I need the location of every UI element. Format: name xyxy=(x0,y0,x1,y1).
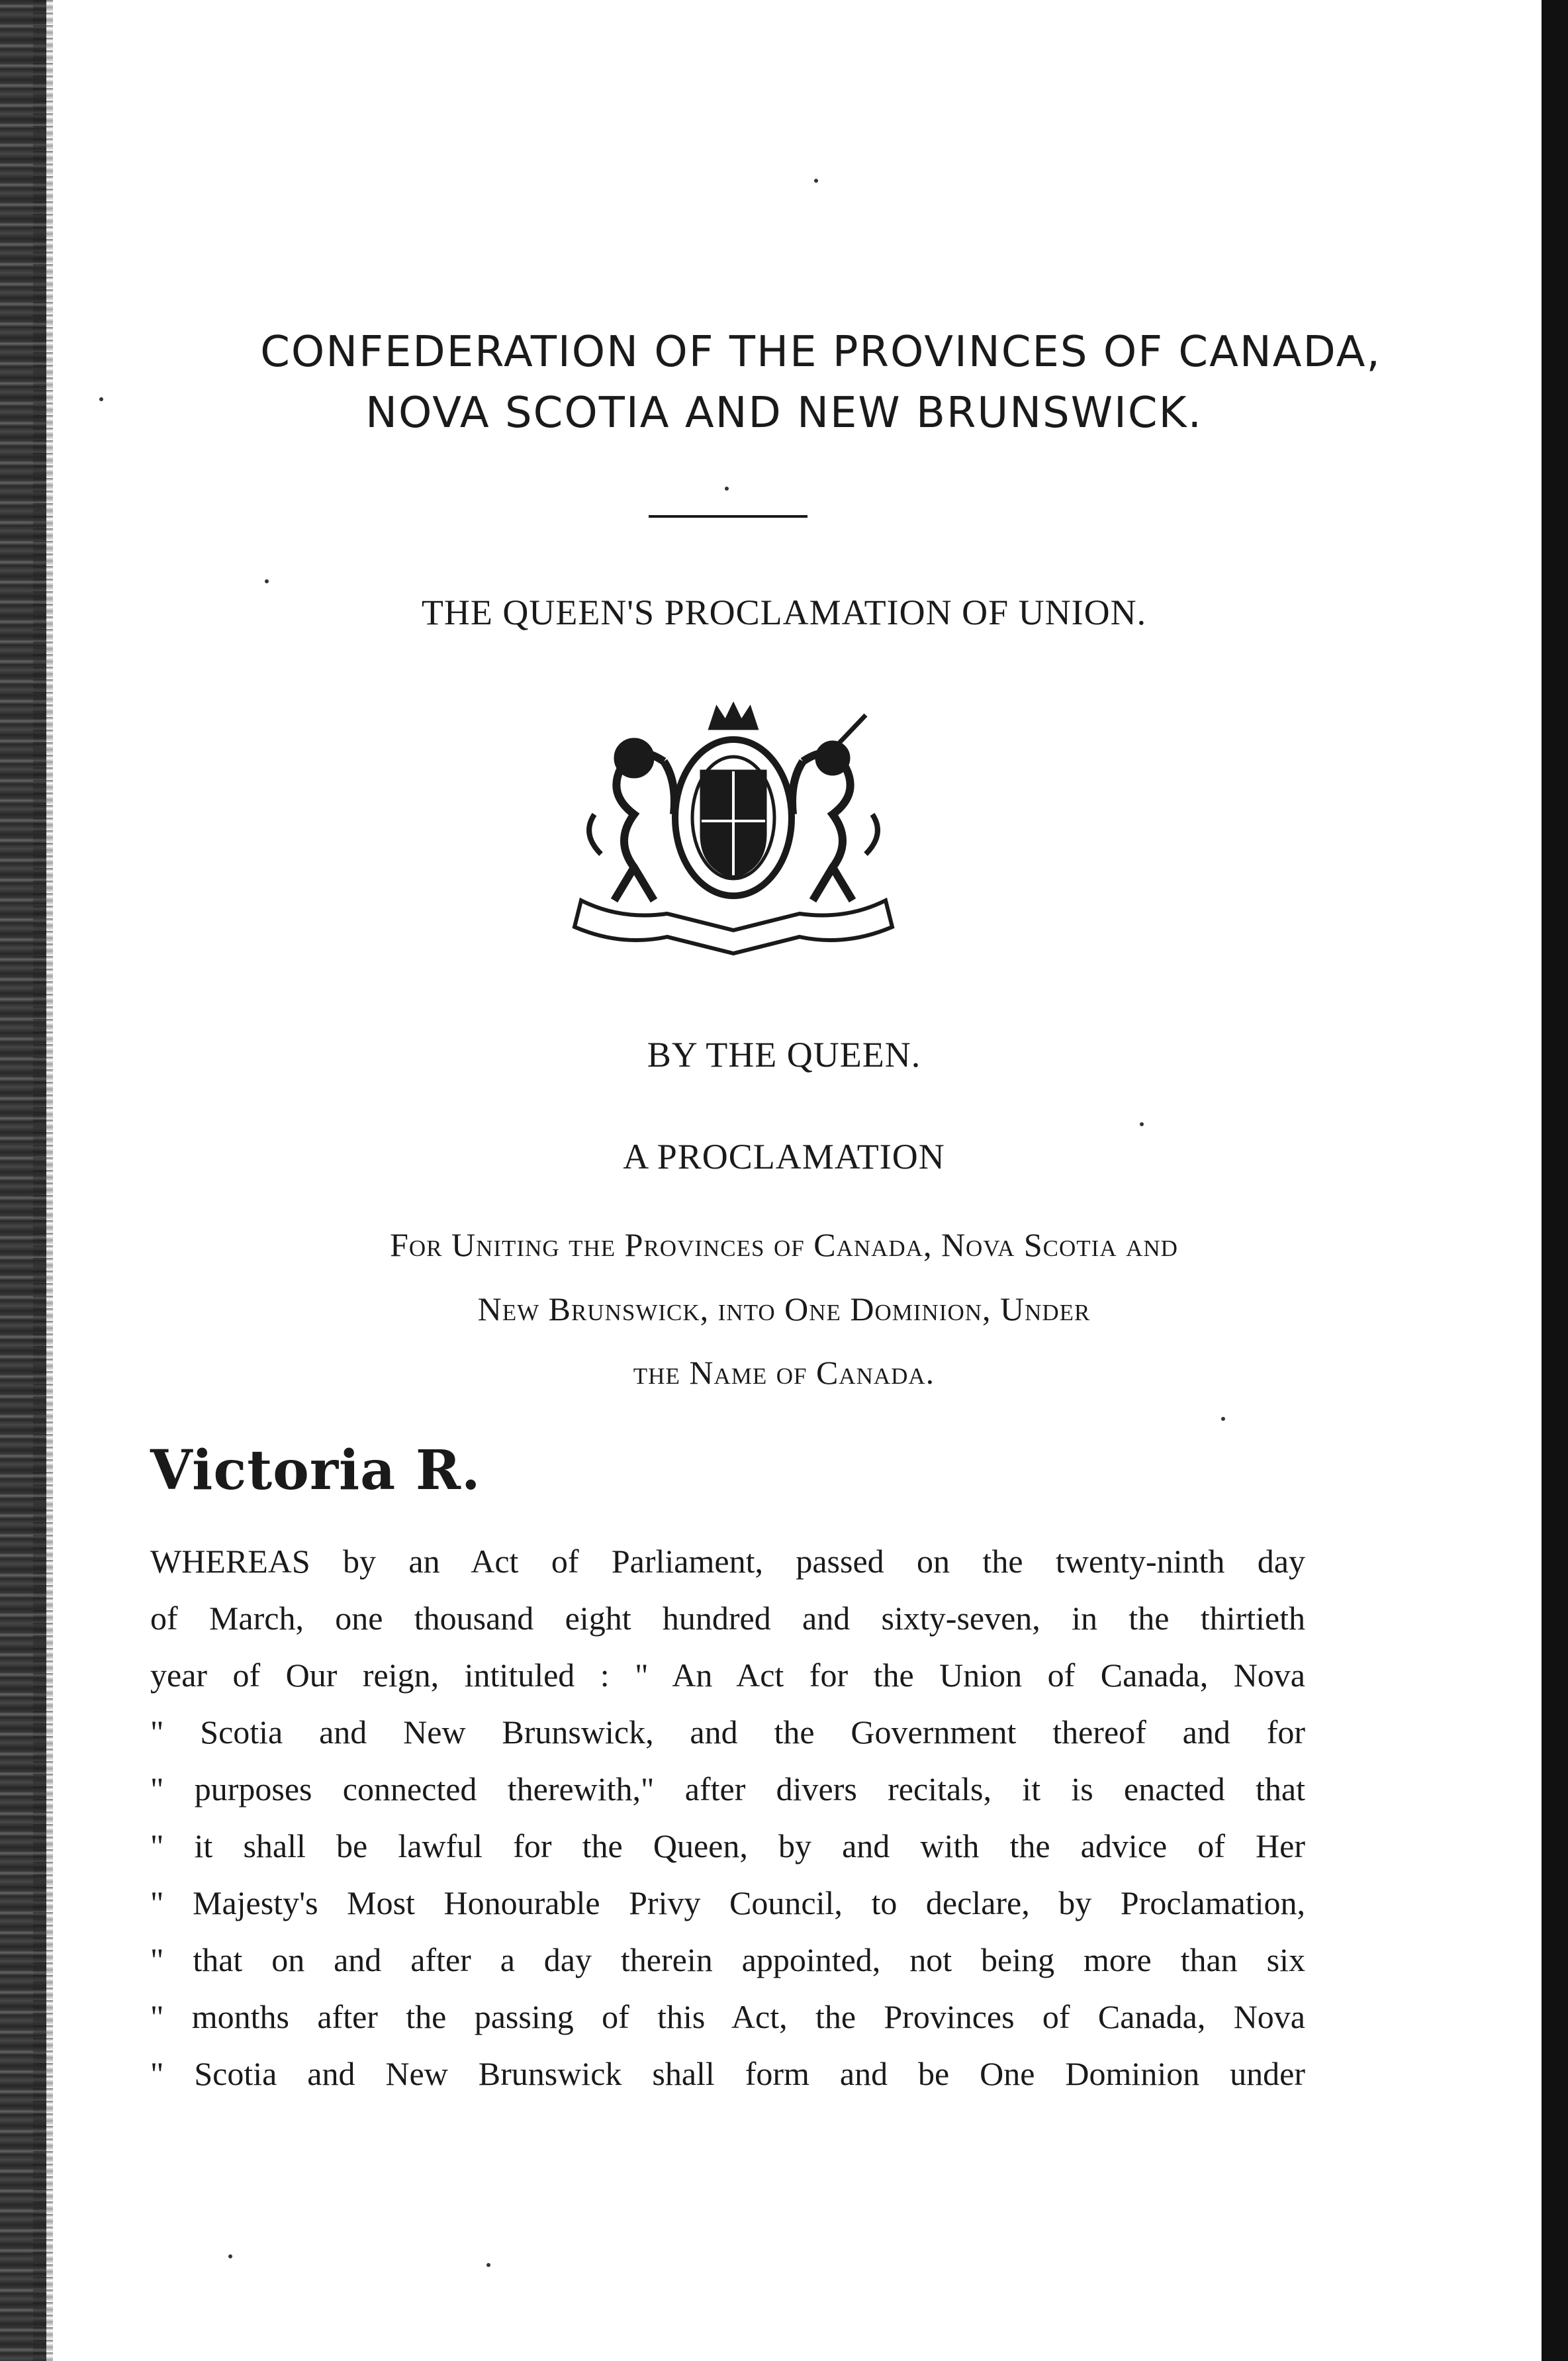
body-line: " it shall be lawful for the Queen, by and with the advice of Her xyxy=(150,1827,1305,1864)
subtitle-line-2: New Brunswick, into One Dominion, Under xyxy=(477,1290,1091,1327)
body-line: " purposes connected therewith," after divers recitals, it is enacted that xyxy=(150,1770,1305,1807)
subtitle-line-1: For Uniting the Provinces of Canada, Nova Scotia and xyxy=(390,1226,1178,1263)
scan-speck xyxy=(814,179,818,183)
divider-rule xyxy=(649,515,807,518)
scan-speck xyxy=(265,579,269,583)
scan-speck xyxy=(486,2263,490,2267)
a-proclamation: A PROCLAMATION xyxy=(623,1137,945,1177)
scan-speck xyxy=(1221,1417,1225,1421)
royal-coat-of-arms-icon xyxy=(555,702,912,960)
proclamation-title: THE QUEEN'S PROCLAMATION OF UNION. xyxy=(421,593,1147,632)
body-line: " Majesty's Most Honourable Privy Council, to declare, by Proclamation, xyxy=(150,1884,1305,1921)
body-line: WHEREAS by an Act of Parliament, passed on the twenty-ninth day xyxy=(150,1543,1305,1580)
heading-line-2: NOVA SCOTIA AND NEW BRUNSWICK. xyxy=(365,389,1203,438)
body-line: " months after the passing of this Act, the Provinces of Canada, Nova xyxy=(150,1998,1305,2035)
proclamation-body xyxy=(150,1533,1305,2102)
body-line: of March, one thousand eight hundred and sixty-seven, in the thirtieth xyxy=(150,1600,1305,1637)
royal-signature: Victoria R. xyxy=(150,1439,481,1502)
heading-line-1: CONFEDERATION OF THE PROVINCES OF CANADA, xyxy=(260,328,1381,377)
body-line: " Scotia and New Brunswick, and the Government thereof and for xyxy=(150,1713,1305,1751)
by-the-queen: BY THE QUEEN. xyxy=(647,1035,921,1075)
body-line: year of Our reign, intituled : " An Act for the Union of Canada, Nova xyxy=(150,1657,1305,1694)
scan-edge-left xyxy=(0,0,46,2361)
scan-speck xyxy=(725,487,729,491)
body-line: " Scotia and New Brunswick shall form and be One Dominion under xyxy=(150,2055,1305,2092)
scan-edge-right xyxy=(1542,0,1568,2361)
scan-speck xyxy=(99,397,103,401)
scan-speck xyxy=(1140,1122,1144,1126)
scan-speck xyxy=(228,2254,232,2258)
body-line: " that on and after a day therein appointed, not being more than six xyxy=(150,1941,1305,1978)
subtitle-line-3: the Name of Canada. xyxy=(633,1354,935,1391)
